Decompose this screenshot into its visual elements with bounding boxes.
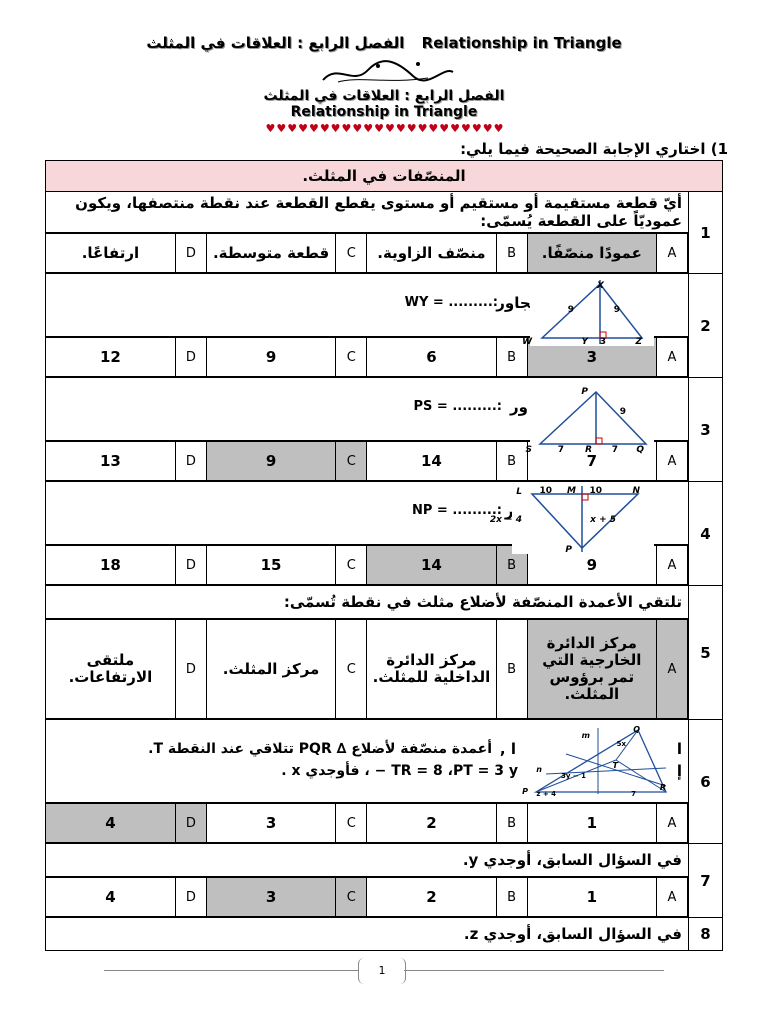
option-d[interactable]: 12 bbox=[46, 338, 175, 377]
page-header bbox=[0, 34, 768, 52]
triangle-figure-q4 bbox=[489, 484, 654, 555]
option-letter-c[interactable]: C bbox=[336, 878, 367, 917]
header-title-ar: الفصل الرابع : العلاقات في المثلث bbox=[146, 34, 405, 52]
option-d[interactable]: 18 bbox=[46, 546, 175, 585]
question-text bbox=[46, 378, 689, 455]
fig-label: 9 bbox=[613, 305, 620, 315]
question-text: تلتقي الأعمدة المنصّفة لأضلاع مثلث في نقطة تُسمّى: bbox=[46, 586, 689, 619]
fig-label: Q bbox=[636, 445, 644, 455]
option-letter-a[interactable]: A bbox=[657, 804, 688, 843]
option-b[interactable]: منصّف الزاوية. bbox=[367, 234, 496, 273]
option-c[interactable]: 3 bbox=[206, 878, 335, 917]
subheader-title-ar: الفصل الرابع : العلاقات في المثلث bbox=[263, 88, 505, 104]
option-letter-a[interactable]: A bbox=[657, 620, 688, 719]
fig-label: X bbox=[597, 281, 604, 291]
fig-label: m bbox=[581, 731, 590, 740]
option-letter-d[interactable]: D bbox=[175, 878, 206, 917]
question-text: في السؤال السابق، أوجدي y. bbox=[46, 844, 689, 877]
triangle-figure-q3 bbox=[525, 386, 654, 455]
option-a[interactable]: 7 bbox=[527, 442, 656, 481]
fig-label: z + 4 bbox=[536, 790, 556, 798]
fig-label: T bbox=[612, 761, 618, 770]
option-c[interactable]: مركز المثلث. bbox=[206, 620, 335, 719]
option-b[interactable]: مركز الدائرة الداخلية للمثلث. bbox=[367, 620, 496, 719]
option-letter-d[interactable]: D bbox=[175, 620, 206, 719]
q6-line2: TR = 8 ،PT = 3 y − ، فأوجدي x . bbox=[281, 763, 518, 779]
question-number: 6 bbox=[689, 720, 723, 844]
option-b[interactable]: 2 bbox=[367, 804, 496, 843]
question-number: 1 bbox=[689, 192, 723, 274]
question-text: في السؤال السابق، أوجدي z. bbox=[46, 918, 689, 951]
option-letter-c[interactable]: C bbox=[336, 338, 367, 377]
option-letter-a[interactable]: A bbox=[657, 442, 688, 481]
option-b[interactable]: 6 bbox=[367, 338, 496, 377]
options-row bbox=[46, 619, 689, 720]
option-letter-c[interactable]: C bbox=[336, 442, 367, 481]
option-letter-b[interactable]: B bbox=[496, 804, 527, 843]
option-b[interactable]: 14 bbox=[367, 546, 496, 585]
fig-label: Y bbox=[581, 337, 588, 347]
fig-label: 5x bbox=[616, 740, 626, 748]
fig-label: L bbox=[516, 487, 522, 497]
option-c[interactable]: 9 bbox=[206, 442, 335, 481]
fig-label: P bbox=[565, 545, 572, 555]
question-text bbox=[46, 720, 689, 803]
question-number: 4 bbox=[689, 482, 723, 586]
page-subheader bbox=[0, 88, 768, 120]
option-a[interactable]: 3 bbox=[527, 338, 656, 377]
questions-table bbox=[45, 160, 723, 951]
fig-label: R bbox=[659, 783, 666, 792]
option-d[interactable]: 13 bbox=[46, 442, 175, 481]
question-formula: PS = .........: bbox=[413, 399, 502, 414]
option-letter-d[interactable]: D bbox=[175, 804, 206, 843]
fig-label: N bbox=[632, 486, 640, 496]
option-b[interactable]: 14 bbox=[367, 442, 496, 481]
option-letter-c[interactable]: C bbox=[336, 546, 367, 585]
question-number: 3 bbox=[689, 378, 723, 482]
hearts-divider: ♥♥♥♥♥♥♥♥♥♥♥♥♥♥♥♥♥♥♥♥♥♥ bbox=[265, 122, 505, 135]
option-d[interactable]: ارتفاعًا. bbox=[46, 234, 175, 273]
option-letter-b[interactable]: B bbox=[496, 620, 527, 719]
fig-label: W bbox=[522, 337, 532, 347]
section-title: المنصّفات في المثلث. bbox=[46, 161, 723, 192]
option-letter-d[interactable]: D bbox=[175, 234, 206, 273]
option-a[interactable]: عمودًا منصّفًا. bbox=[527, 234, 656, 273]
triangle-figure-q6 bbox=[522, 724, 676, 798]
fig-label: 7 bbox=[557, 445, 564, 455]
fig-label: Z bbox=[635, 337, 642, 347]
option-a[interactable]: 9 bbox=[527, 546, 656, 585]
fig-label: P bbox=[522, 787, 528, 796]
option-letter-b[interactable]: B bbox=[496, 546, 527, 585]
option-letter-c[interactable]: C bbox=[336, 234, 367, 273]
option-c[interactable]: 9 bbox=[206, 338, 335, 377]
instruction: 1) اختاري الإجابة الصحيحة فيما يلي: bbox=[460, 140, 728, 158]
question-text-ar: مجاور bbox=[496, 294, 540, 312]
option-letter-a[interactable]: A bbox=[657, 546, 688, 585]
page-number: 1 bbox=[358, 958, 406, 984]
option-d[interactable]: 4 bbox=[46, 878, 175, 917]
q6-line1-mid: l , bbox=[499, 740, 516, 758]
option-letter-a[interactable]: A bbox=[657, 878, 688, 917]
option-letter-b[interactable]: B bbox=[496, 878, 527, 917]
options-row bbox=[46, 803, 689, 844]
question-formula: WY = .........: bbox=[404, 295, 498, 310]
calligraphy-logo bbox=[318, 58, 458, 88]
option-letter-b[interactable]: B bbox=[496, 442, 527, 481]
option-letter-d[interactable]: D bbox=[175, 442, 206, 481]
question-text: أيّ قطعة مستقيمة أو مستقيم أو مستوى يقطع القطعة عند نقطة منتصفها، ويكون عموديّاً على القطعة يُسمّى: bbox=[46, 192, 689, 233]
fig-label: n bbox=[536, 765, 542, 774]
fig-label: 9 bbox=[619, 407, 626, 417]
fig-label: 2x − 4 bbox=[489, 515, 522, 525]
fig-label: 3y − 1 bbox=[560, 772, 586, 780]
option-c[interactable]: 15 bbox=[206, 546, 335, 585]
option-letter-d[interactable]: D bbox=[175, 338, 206, 377]
option-d[interactable]: ملتقى الارتفاعات. bbox=[46, 620, 175, 719]
fig-label: 3 bbox=[599, 337, 606, 347]
options-row bbox=[46, 233, 689, 274]
option-letter-d[interactable]: D bbox=[175, 546, 206, 585]
option-a[interactable]: 1 bbox=[527, 878, 656, 917]
question-text bbox=[46, 482, 689, 555]
header-title-en: Relationship in Triangle bbox=[421, 34, 622, 52]
fig-label: R bbox=[585, 445, 592, 455]
fig-label: 7 bbox=[631, 790, 636, 798]
option-letter-c[interactable]: C bbox=[336, 804, 367, 843]
option-letter-a[interactable]: A bbox=[657, 234, 688, 273]
triangle-figure-q2 bbox=[522, 278, 654, 347]
question-number: 5 bbox=[689, 586, 723, 720]
fig-label: P bbox=[581, 387, 588, 397]
q6-line2-prefix: إ bbox=[676, 762, 682, 780]
option-letter-c[interactable]: C bbox=[336, 620, 367, 719]
option-c[interactable]: 3 bbox=[206, 804, 335, 843]
options-row bbox=[46, 877, 689, 918]
fig-label: M bbox=[567, 486, 576, 496]
footer-line-right bbox=[404, 970, 664, 971]
question-text bbox=[46, 274, 689, 347]
option-b[interactable]: 2 bbox=[367, 878, 496, 917]
question-number: 8 bbox=[689, 918, 723, 951]
q6-line1: أعمدة منصّفة لأضلاع ∆ PQR تتلاقي عند النقطة T. bbox=[148, 741, 492, 757]
q6-line1-prefix: ا bbox=[676, 740, 682, 758]
fig-label: 7 bbox=[611, 445, 618, 455]
question-formula: NP = .........: bbox=[412, 503, 502, 518]
question-text-ar: ور bbox=[510, 398, 528, 416]
footer-line-left bbox=[104, 970, 358, 971]
option-c[interactable]: قطعة متوسطة. bbox=[206, 234, 335, 273]
fig-label: x + 5 bbox=[590, 515, 616, 525]
fig-label: 9 bbox=[567, 305, 574, 315]
fig-label: 10 bbox=[589, 486, 602, 496]
option-a[interactable]: 1 bbox=[527, 804, 656, 843]
option-letter-a[interactable]: A bbox=[657, 338, 688, 377]
fig-label: 10 bbox=[539, 486, 552, 496]
fig-label: Q bbox=[633, 725, 640, 734]
option-letter-b[interactable]: B bbox=[496, 234, 527, 273]
option-letter-b[interactable]: B bbox=[496, 338, 527, 377]
subheader-title-en: Relationship in Triangle bbox=[290, 104, 478, 120]
fig-label: S bbox=[525, 445, 532, 455]
question-number: 7 bbox=[689, 844, 723, 918]
question-text-ar: اور bbox=[504, 502, 528, 520]
option-d[interactable]: 4 bbox=[46, 804, 175, 843]
option-a[interactable]: مركز الدائرة الخارجية التي تمر برؤوس المثلث. bbox=[527, 620, 656, 719]
question-number: 2 bbox=[689, 274, 723, 378]
